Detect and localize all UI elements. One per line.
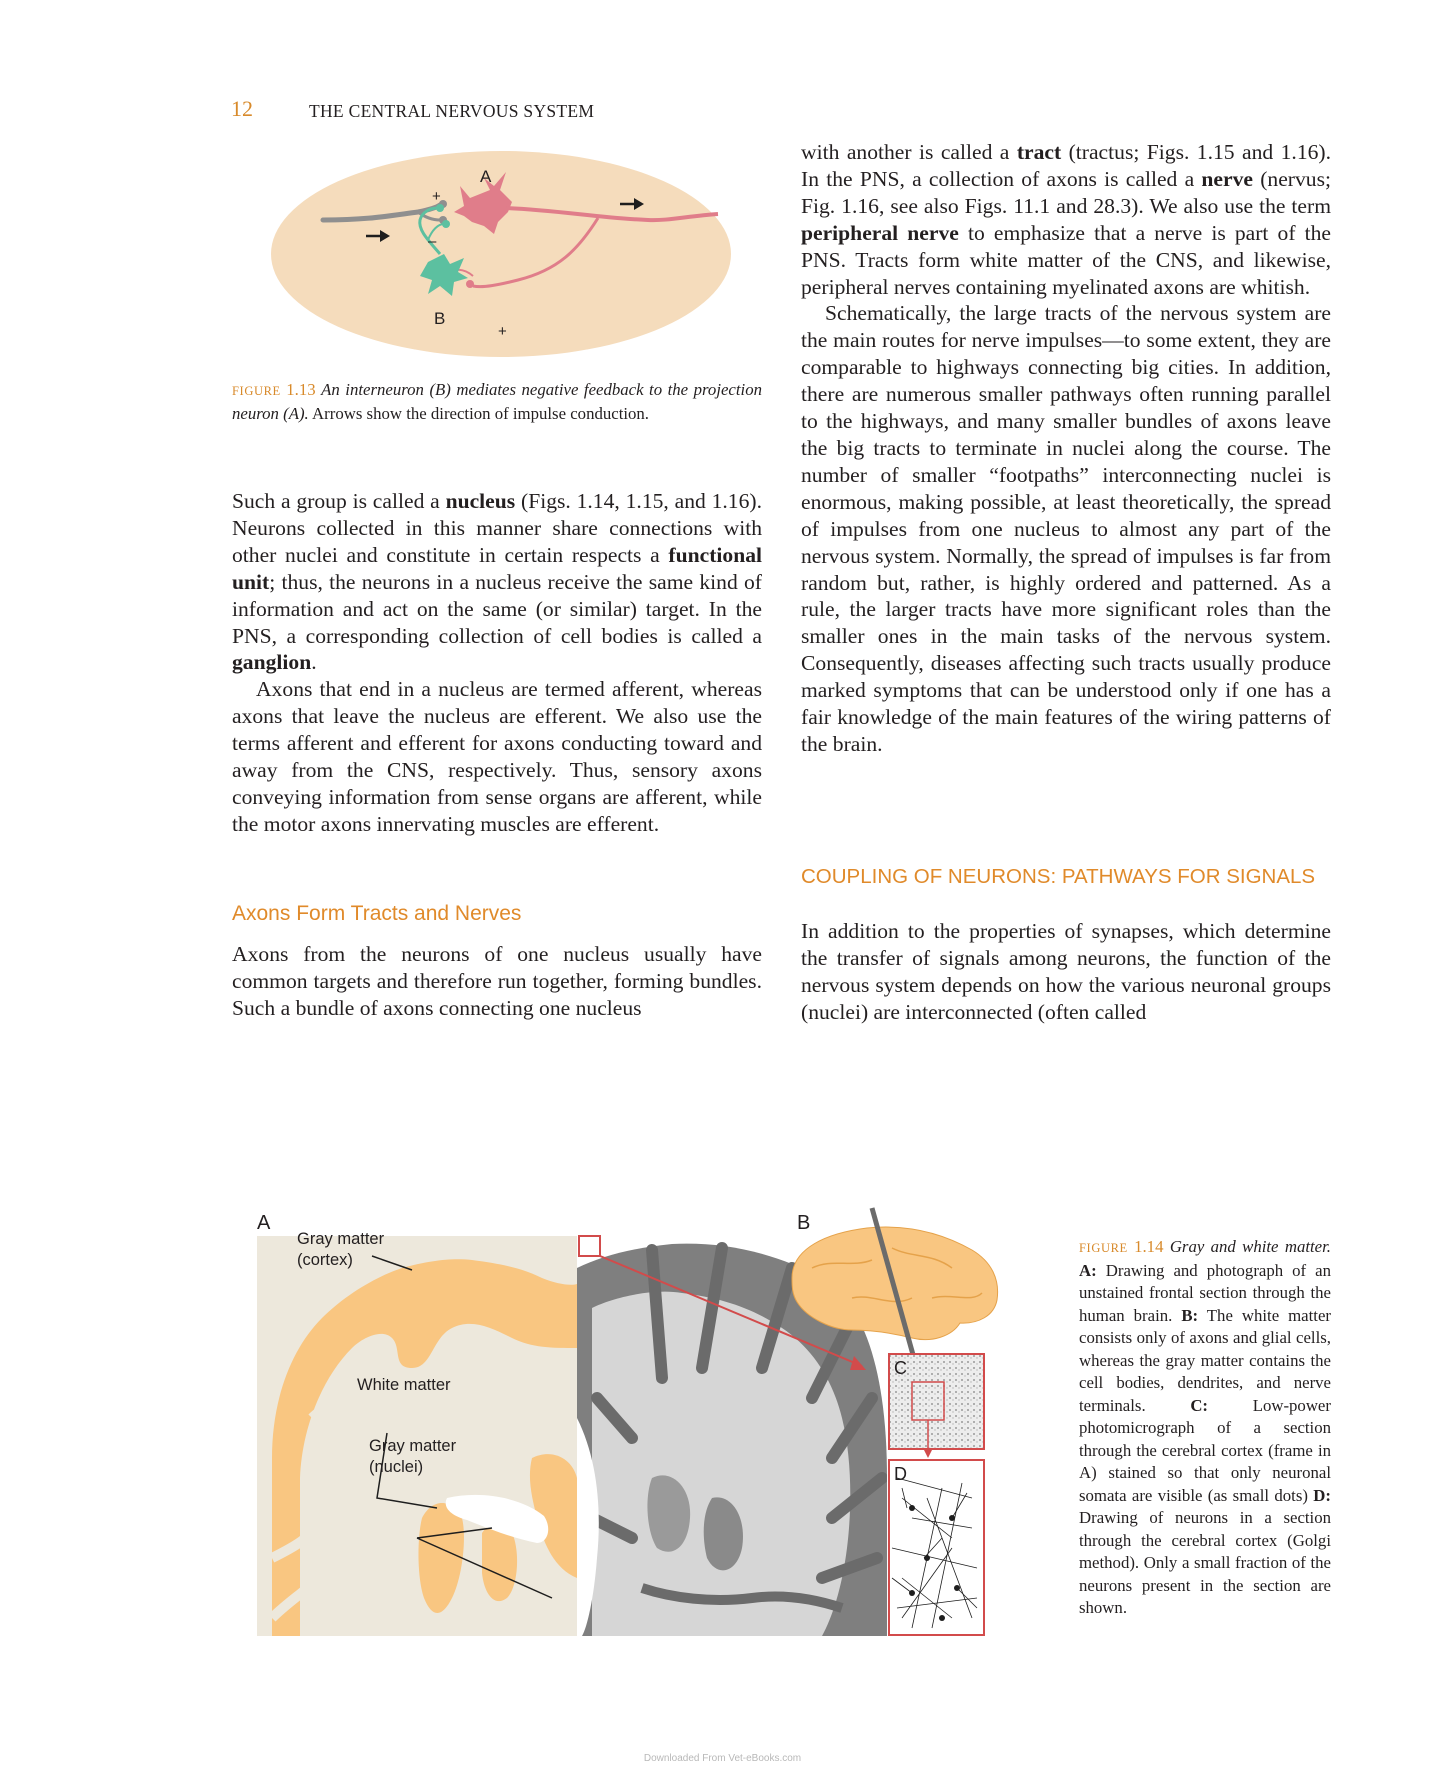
label-white-matter: White matter xyxy=(357,1376,451,1394)
caption-number: 1.13 xyxy=(286,380,316,399)
paragraph: Schematically, the large tracts of the nervous system are the main routes for nerve impulses—to some extent, they are comparable to highways connecting big cities. In addition, there are numerous smaller pathways often running parallel to the highways, and many smaller bundles of axons leave the big tracts to terminate in nuclei along the course. The number of smaller “footpaths” interconnecting nuclei is enormous, making possible, at least theoretically, the spread of impulses from one nucleus to almost any part of the nervous system. Normally, the spread of impulses is far from random but, rather, is highly ordered and patterned. As a rule, the larger tracts have more significant roles than the smaller ones in the main tasks of the nervous system. Consequently, diseases affecting such tracts usually produce marked symptoms that can be understood only if one has a fair knowledge of the main features of the wiring patterns of the brain. xyxy=(801,301,1331,756)
label-gray-cortex-2: (cortex) xyxy=(297,1251,353,1269)
left-column-text-2 xyxy=(232,941,762,1022)
section-heading: COUPLING OF NEURONS: PATHWAYS FOR SIGNALS xyxy=(801,865,1316,888)
paragraph: Axons that end in a nucleus are termed afferent, whereas axons that leave the nucleus are efferent. We also use the terms afferent and efferent for axons conducting toward and away from the CNS, respectively. Thus, sensory axons conveying information from sense organs are afferent, while the motor axons innervating muscles are efferent. xyxy=(232,677,762,836)
left-column-text xyxy=(232,488,762,838)
caption-label: FIGURE xyxy=(232,384,281,398)
footer-watermark: Downloaded From Vet-eBooks.com xyxy=(643,1753,802,1764)
figure-1-14 xyxy=(252,1198,1072,1638)
subheading: Axons Form Tracts and Nerves xyxy=(232,902,522,925)
sign-plus-bottom: + xyxy=(498,323,507,340)
paragraph: Such a group is called a nucleus (Figs. 1.14, 1.15, and 1.16). Neurons collected in this manner share connections with other nuclei and constitute in certain respects a functional unit; thus, the neurons in a nucleus receive the same kind of information and act on the same (or similar) target. In the PNS, a corresponding collection of cell bodies is called a ganglion. xyxy=(232,489,762,675)
label-gray-cortex-1: Gray matter xyxy=(297,1230,385,1248)
running-title: THE CENTRAL NERVOUS SYSTEM xyxy=(309,101,595,121)
figure-1-13-caption xyxy=(232,379,762,425)
brain-section-drawing xyxy=(257,1236,577,1636)
label-a: A xyxy=(480,167,492,186)
panel-d-label: D xyxy=(894,1464,907,1484)
paragraph: with another is called a tract (tractus; Figs. 1.15 and 1.16). In the PNS, a collection of axons is called a nerve (nervus; Fig. 1.16, see also Figs. 11.1 and 28.3). We also use the term peripheral nerve to emphasize that a nerve is part of the PNS. Tracts form white matter of the CNS, and likewise, peripheral nerves containing myelinated axons are whitish. xyxy=(801,140,1332,299)
panel-d-golgi-drawing xyxy=(889,1460,984,1635)
label-gray-nuclei-1: Gray matter xyxy=(369,1437,457,1455)
paragraph: Axons from the neurons of one nucleus usually have common targets and therefore run together, forming bundles. Such a bundle of axons connecting one nucleus xyxy=(232,942,762,1020)
sign-plus-top: + xyxy=(432,188,441,205)
figure-1-13-diagram xyxy=(268,150,733,358)
page-number: 12 xyxy=(231,96,253,121)
panel-c-label: C xyxy=(894,1358,907,1378)
paragraph: In addition to the properties of synapses, which determine the transfer of signals among neurons, the function of the nervous system depends on how the various neuronal groups (nuclei) are interconnected (often called xyxy=(801,919,1331,1024)
label-b: B xyxy=(434,309,446,328)
sign-minus: – xyxy=(428,233,437,250)
right-column-text xyxy=(801,139,1331,758)
connector-arrowhead-2 xyxy=(923,1448,933,1458)
panel-b-label: B xyxy=(797,1212,811,1234)
figure-1-14-caption: FIGURE 1.14 Gray and white matter. A: Drawing and photograph of an unstained frontal section through the human brain. B: The white matter consists only of axons and glial cells, whereas the gray matter contains the cell bodies, dendrites, and nerve terminals. C: Low-power photomicrograph of a section through the cerebral cortex (frame in A) stained so that only neuronal somata are visible (as small dots) D: Drawing of neurons in a section through the cerebral cortex (Golgi method). Only a small fraction of the neurons present in the section are shown. xyxy=(1079,1237,1331,1617)
caption-italic: An interneuron (B) mediates negative feedback to the projection neuron (A). xyxy=(232,380,762,423)
caption-text: Arrows show the direction of impulse conduction. xyxy=(312,403,649,423)
label-gray-nuclei-2: (nuclei) xyxy=(369,1458,424,1476)
panel-a-label: A xyxy=(257,1212,271,1234)
right-column-text-2 xyxy=(801,918,1331,1026)
